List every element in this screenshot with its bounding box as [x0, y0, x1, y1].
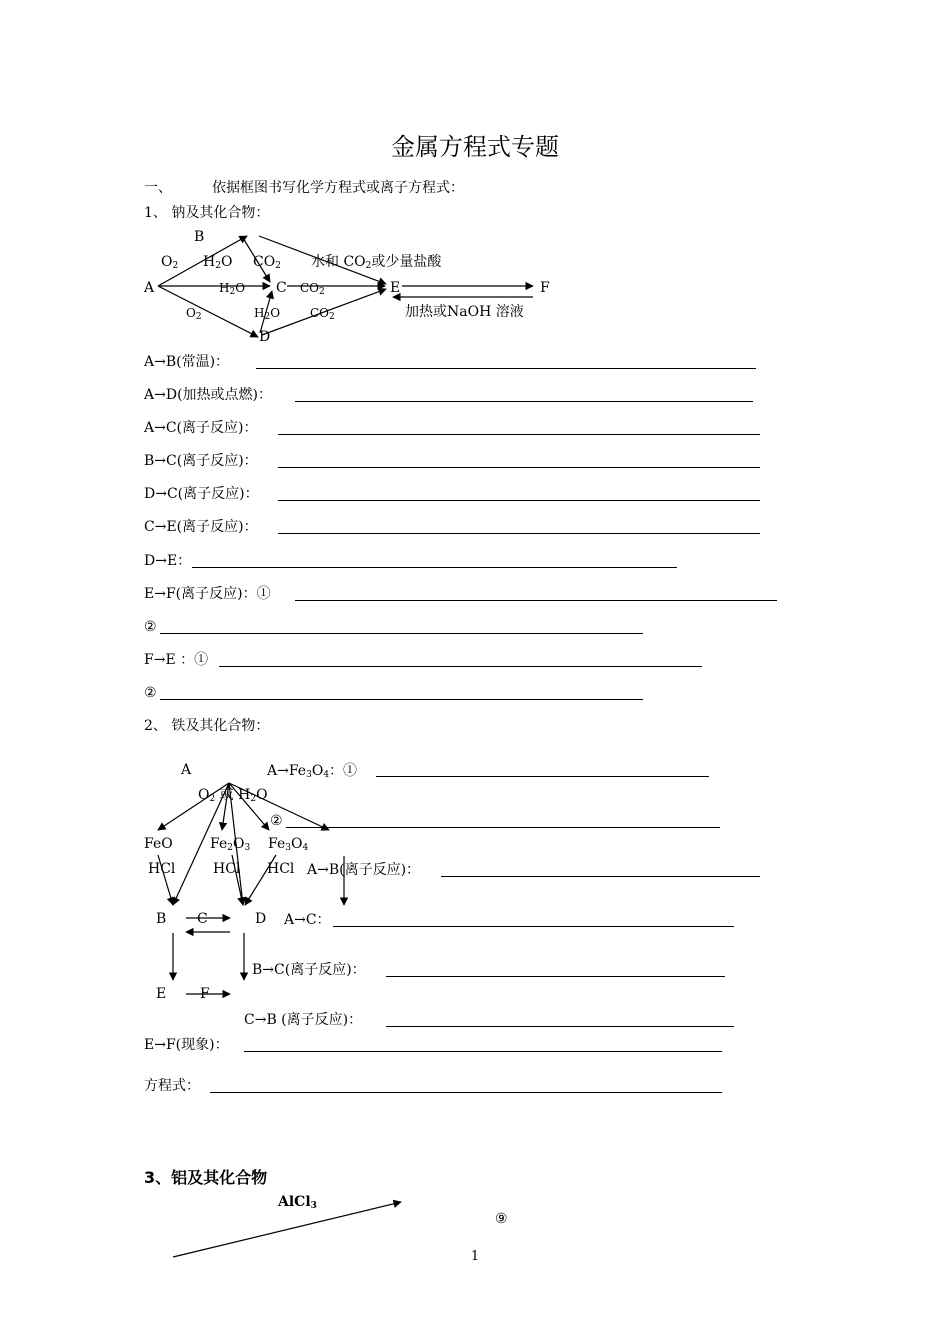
item-f-e-2: ② [144, 685, 157, 701]
marker-9: ⑨ [495, 1211, 508, 1227]
item-a-c: A→C： [284, 912, 331, 928]
item-e-f-2: ② [144, 619, 157, 635]
arrow-b-e [259, 236, 386, 284]
node-fe3o4: $Fe_3O_4$ [268, 836, 309, 853]
section1-heading: 1、 钠及其化合物： [144, 205, 270, 221]
item-e-f: E→F(现象)： [144, 1037, 229, 1053]
node-f: F [200, 986, 210, 1002]
intro-text: 依据框图书写化学方程式或离子方程式： [212, 180, 464, 196]
node-b: B [194, 229, 205, 245]
node-c: C [276, 280, 287, 296]
label-hcl-2: HCl [213, 861, 241, 877]
arrow-b-c [243, 238, 270, 282]
item-a-d: A→D(加热或点燃)： [144, 387, 272, 403]
label-co2-mid: $CO_2$ [300, 281, 325, 297]
label-co2-top: $CO_2$ [253, 254, 281, 271]
item-b-c: B→C(离子反应)： [252, 962, 366, 978]
arrow-a-d2 [229, 783, 243, 905]
label-hcl-1: HCl [148, 861, 176, 877]
arrow-a-d [158, 286, 258, 337]
label-ef-bottom: 加热或NaOH 溶液 [405, 304, 524, 320]
label-o2-top: $O_2$ [161, 254, 179, 271]
arrow-d-e [262, 289, 386, 335]
label-condition: $O_2$ 或 $H_2O$ [198, 787, 268, 804]
item-e-f-1: E→F(离子反应)：① [144, 586, 271, 602]
arrow-d-c [260, 291, 272, 333]
node-e: E [390, 280, 401, 296]
item-d-c: D→C(离子反应)： [144, 486, 259, 502]
item-b-c: B→C(离子反应)： [144, 453, 258, 469]
item-a-c: A→C(离子反应)： [144, 420, 258, 436]
node-f: F [540, 280, 550, 296]
section3-heading: 3、铝及其化合物 [144, 1168, 268, 1187]
arrow-fe2o3-d [232, 855, 243, 905]
label-co2-bot: $CO_2$ [310, 306, 335, 322]
label-h2o-mid: $H_2O$ [219, 281, 246, 297]
node-c: C [197, 911, 208, 927]
label-hcl-3: HCl [267, 861, 295, 877]
node-a: A [181, 762, 192, 778]
node-feo: FeO [144, 836, 173, 852]
item-c-b: C→B (离子反应)： [244, 1012, 363, 1028]
item-d-e: D→E： [144, 553, 192, 569]
item-a-fe3o4-2: ② [270, 813, 283, 829]
arrow-a-fe3o4 [229, 783, 269, 830]
node-d: D [259, 329, 271, 345]
label-ef-top: 水和 $CO_2$或少量盐酸 [311, 254, 442, 271]
arrow-a-fe3o4-2 [229, 783, 329, 830]
node-a: A [144, 280, 155, 296]
node-alcl3: AlCl$_3$ [278, 1194, 317, 1211]
label-h2o-bot: $H_2O$ [254, 306, 281, 322]
page-title: 金属方程式专题 [391, 133, 559, 161]
label-o2-bot: $O_2$ [186, 306, 202, 322]
arrow-fe3o4-d [245, 855, 276, 905]
item-a-b: A→B(离子反应)： [307, 862, 421, 878]
arrow-a-b [158, 236, 247, 286]
arrow-feo-b [158, 855, 173, 905]
item-f-e-1: F→E ：① [144, 652, 209, 668]
item-a-b: A→B(常温)： [144, 354, 230, 370]
section2-heading: 2、 铁及其化合物： [144, 718, 270, 734]
node-d: D [255, 911, 267, 927]
node-b: B [156, 911, 167, 927]
intro-number: 一、 [144, 180, 172, 196]
label-h2o-top: $H_2O$ [203, 254, 233, 271]
page-number: 1 [470, 1249, 480, 1264]
item-equation: 方程式： [144, 1078, 200, 1094]
node-e: E [156, 986, 167, 1002]
node-fe2o3: $Fe_2O_3$ [210, 836, 251, 853]
item-a-fe3o4: $A\to Fe_3O_4$：① [267, 763, 358, 780]
arrow-to-alcl3 [173, 1202, 401, 1257]
item-c-e: C→E(离子反应)： [144, 519, 258, 535]
